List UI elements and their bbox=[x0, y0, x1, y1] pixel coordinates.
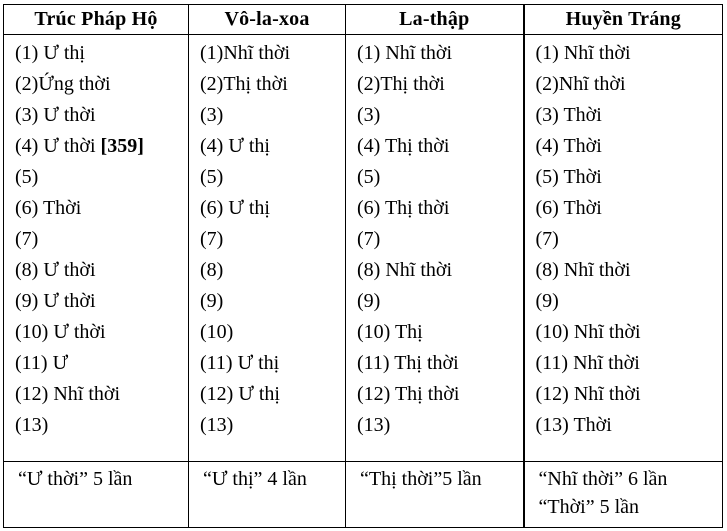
list-item-text: (1) Nhĩ thời bbox=[535, 42, 631, 64]
header-huyen-trang: Huyền Tráng bbox=[524, 5, 723, 35]
list-item-text: (9) Ư thời bbox=[15, 290, 96, 312]
list-item bbox=[15, 255, 188, 286]
list-item-text: (6) Thị thời bbox=[357, 197, 450, 219]
list-item bbox=[357, 410, 523, 441]
list-item-text: (6) Ư thị bbox=[200, 197, 270, 219]
list-item bbox=[536, 193, 723, 224]
list-item bbox=[357, 162, 523, 193]
header-truc-phap-ho: Trúc Pháp Hộ bbox=[4, 5, 189, 35]
list-item bbox=[357, 255, 523, 286]
list-item bbox=[15, 286, 188, 317]
column-truc-phap-ho bbox=[4, 35, 189, 462]
list-item-text: (13) bbox=[200, 414, 234, 436]
list-item bbox=[357, 69, 523, 100]
list-item bbox=[200, 255, 345, 286]
list-item bbox=[357, 38, 523, 69]
list-item bbox=[200, 379, 345, 410]
header-row bbox=[4, 5, 723, 35]
list-item-text: (11) Ư bbox=[15, 352, 69, 374]
summary-line: “Nhĩ thời” 6 lần bbox=[538, 468, 668, 490]
summary-vo-la-xoa bbox=[189, 462, 346, 528]
list-item bbox=[15, 224, 188, 255]
list-item bbox=[15, 379, 188, 410]
list-item-text: (9) bbox=[200, 290, 224, 312]
list-item bbox=[357, 224, 523, 255]
list-item-text: (13) Thời bbox=[535, 414, 612, 436]
list-item-text: (10) bbox=[200, 321, 234, 343]
list-item bbox=[15, 100, 188, 131]
list-item-text: (7) bbox=[535, 228, 559, 250]
list-item-text: (7) bbox=[200, 228, 224, 250]
list-item-text: (9) bbox=[357, 290, 381, 312]
list-item bbox=[200, 286, 345, 317]
list-item-text: (4) Ư thời bbox=[15, 135, 96, 157]
list-item-text: (6) Thời bbox=[15, 197, 82, 219]
list-item-text: (10) Nhĩ thời bbox=[535, 321, 641, 343]
list-item bbox=[536, 224, 723, 255]
list-item-text: (7) bbox=[15, 228, 39, 250]
list-item bbox=[200, 317, 345, 348]
list-item-text: (5) bbox=[357, 166, 381, 188]
list-item bbox=[536, 131, 723, 162]
list-item bbox=[536, 255, 723, 286]
list-item bbox=[200, 69, 345, 100]
header-vo-la-xoa: Vô-la-xoa bbox=[189, 5, 346, 35]
list-item bbox=[15, 131, 188, 162]
list-item-text: (3) bbox=[357, 104, 381, 126]
summary-line: “Thị thời”5 lần bbox=[360, 468, 482, 490]
list-item-text: (5) bbox=[200, 166, 224, 188]
list-item-text: (12) Nhĩ thời bbox=[15, 383, 121, 405]
list-item-text: (10) Thị bbox=[357, 321, 423, 343]
list-item-text: (9) bbox=[535, 290, 559, 312]
list-item-text: (8) Ư thời bbox=[15, 259, 96, 281]
list-item bbox=[200, 193, 345, 224]
list-item bbox=[536, 286, 723, 317]
list-item-text: (2)Thị thời bbox=[357, 73, 445, 95]
column-vo-la-xoa bbox=[189, 35, 346, 462]
list-item-text: (10) Ư thời bbox=[15, 321, 106, 343]
list-item-text: (7) bbox=[357, 228, 381, 250]
list-item-text: (2)Ứng thời bbox=[15, 73, 111, 95]
list-item-text: (2)Nhĩ thời bbox=[535, 73, 626, 95]
list-item bbox=[536, 379, 723, 410]
column-huyen-trang bbox=[524, 35, 723, 462]
list-item bbox=[536, 100, 723, 131]
list-item-text: (3) Ư thời bbox=[15, 104, 96, 126]
list-item bbox=[15, 38, 188, 69]
list-item-text: (6) Thời bbox=[535, 197, 602, 219]
list-item bbox=[357, 193, 523, 224]
list-item bbox=[536, 410, 723, 441]
list-item bbox=[357, 317, 523, 348]
summary-row bbox=[4, 462, 723, 528]
summary-line: “Ư thời” 5 lần bbox=[18, 468, 133, 490]
list-item-text: (5) Thời bbox=[535, 166, 602, 188]
list-item bbox=[15, 69, 188, 100]
list-item bbox=[357, 286, 523, 317]
list-item-text: (3) bbox=[200, 104, 224, 126]
list-item bbox=[536, 317, 723, 348]
list-item-text: (13) bbox=[15, 414, 49, 436]
list-item bbox=[200, 100, 345, 131]
list-item bbox=[200, 162, 345, 193]
list-item-text: (5) bbox=[15, 166, 39, 188]
list-item bbox=[536, 38, 723, 69]
list-item bbox=[200, 38, 345, 69]
summary-line: “Ư thị” 4 lần bbox=[203, 468, 307, 490]
list-item-text: (8) bbox=[200, 259, 224, 281]
list-item bbox=[200, 348, 345, 379]
list-item bbox=[200, 131, 345, 162]
summary-truc-phap-ho bbox=[4, 462, 189, 528]
list-item bbox=[357, 131, 523, 162]
list-item bbox=[357, 379, 523, 410]
list-item-text: (4) Thị thời bbox=[357, 135, 450, 157]
list-item-text: (1)Nhĩ thời bbox=[200, 42, 291, 64]
list-item-text: (13) bbox=[357, 414, 391, 436]
list-item bbox=[536, 348, 723, 379]
list-item bbox=[15, 193, 188, 224]
reference-note: [359] bbox=[100, 135, 144, 157]
list-item bbox=[357, 100, 523, 131]
list-item bbox=[15, 162, 188, 193]
list-item-text: (4) Thời bbox=[535, 135, 602, 157]
list-item bbox=[200, 410, 345, 441]
list-item-text: (1) Ư thị bbox=[15, 42, 85, 64]
list-item bbox=[15, 317, 188, 348]
list-item-text: (8) Nhĩ thời bbox=[535, 259, 631, 281]
list-item-text: (2)Thị thời bbox=[200, 73, 288, 95]
list-item-text: (8) Nhĩ thời bbox=[357, 259, 453, 281]
list-item-text: (12) Thị thời bbox=[357, 383, 460, 405]
list-item bbox=[15, 348, 188, 379]
list-item-text: (12) Ư thị bbox=[200, 383, 280, 405]
list-row bbox=[4, 35, 723, 462]
list-item bbox=[536, 69, 723, 100]
list-item-text: (11) Nhĩ thời bbox=[535, 352, 640, 374]
list-item-text: (1) Nhĩ thời bbox=[357, 42, 453, 64]
comparison-table bbox=[3, 4, 723, 528]
column-la-thap bbox=[346, 35, 524, 462]
header-la-thap: La-thập bbox=[346, 5, 524, 35]
list-item-text: (3) Thời bbox=[535, 104, 602, 126]
summary-la-thap bbox=[346, 462, 524, 528]
list-item-text: (12) Nhĩ thời bbox=[535, 383, 641, 405]
list-item-text: (4) Ư thị bbox=[200, 135, 270, 157]
list-item bbox=[15, 410, 188, 441]
list-item-text: (11) Ư thị bbox=[200, 352, 280, 374]
list-item-text: (11) Thị thời bbox=[357, 352, 459, 374]
list-item bbox=[357, 348, 523, 379]
list-item bbox=[200, 224, 345, 255]
summary-huyen-trang bbox=[524, 462, 723, 528]
list-item bbox=[536, 162, 723, 193]
summary-line: “Thời” 5 lần bbox=[538, 496, 640, 518]
